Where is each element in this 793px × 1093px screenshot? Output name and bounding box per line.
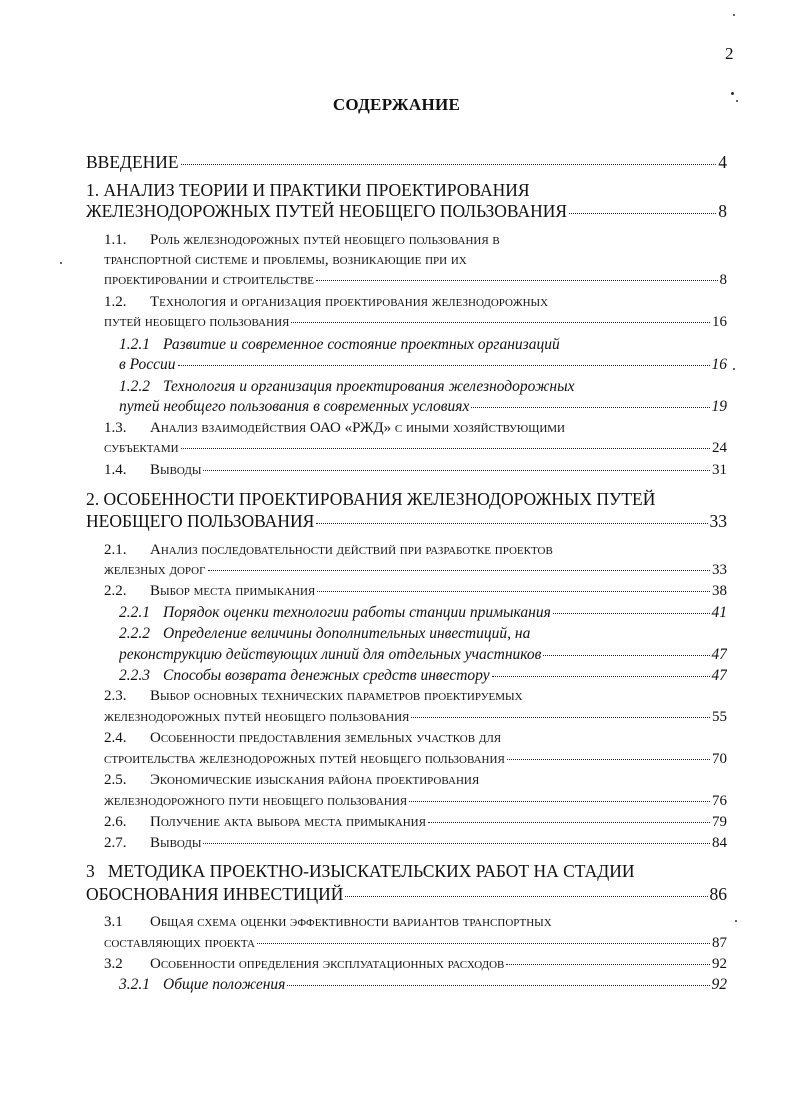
scan-speck xyxy=(731,92,734,95)
toc-section-1-1-line2[interactable]: транспортной системе и проблемы, возникающие при их xyxy=(104,252,467,268)
toc-entry-label: ОБОСНОВАНИЯ ИНВЕСТИЦИЙ xyxy=(86,884,344,904)
toc-page-number: 19 xyxy=(711,398,727,415)
scan-speck xyxy=(733,368,735,370)
dot-leader xyxy=(428,822,710,823)
toc-chapter-3-line1[interactable]: 3 МЕТОДИКА ПРОЕКТНО-ИЗЫСКАТЕЛЬСКИХ РАБОТ НА СТАДИИ xyxy=(86,861,635,881)
dot-leader xyxy=(471,407,709,408)
dot-leader xyxy=(316,280,717,281)
toc-section-2-5-line1[interactable]: 2.5. Экономические изыскания района проектирования xyxy=(104,772,480,788)
toc-section-2-5[interactable]: железнодорожного пути необщего пользования 76 xyxy=(104,793,727,809)
toc-subsection-1-2-1-line1[interactable]: 1.2.1 Развитие и современное состояние проектных организаций xyxy=(119,336,560,353)
toc-section-3-1[interactable]: составляющих проекта 87 xyxy=(104,935,727,951)
toc-page-number: 47 xyxy=(711,646,727,663)
toc-page-number: 47 xyxy=(711,667,727,684)
toc-section-2-3[interactable]: железнодорожных путей необщего пользования 55 xyxy=(104,709,727,725)
toc-page-number: 70 xyxy=(712,751,727,767)
toc-subsection-1-2-1[interactable]: в России 16 xyxy=(119,356,727,373)
dot-leader xyxy=(178,365,710,366)
toc-chapter-3[interactable] xyxy=(86,884,727,905)
dot-leader xyxy=(181,448,710,449)
toc-section-3-2[interactable]: 3.2 Особенности определения эксплуатационных расходов 92 xyxy=(104,956,727,972)
toc-page-number: 55 xyxy=(712,709,727,725)
toc-page-number: 16 xyxy=(711,356,727,373)
toc-section-2-7[interactable]: 2.7. Выводы 84 xyxy=(104,835,727,851)
toc-entry-label: НЕОБЩЕГО ПОЛЬЗОВАНИЯ xyxy=(86,511,315,531)
toc-page-number: 76 xyxy=(712,793,727,809)
toc-subsection-2-2-2[interactable]: реконструкцию действующих линий для отдельных участников 47 xyxy=(119,646,727,663)
toc-page-number: 92 xyxy=(712,956,727,972)
toc-section-2-4[interactable]: строительства железнодорожных путей необщего пользования 70 xyxy=(104,751,727,767)
toc-subsection-2-2-3[interactable]: 2.2.3 Способы возврата денежных средств инвестору 47 xyxy=(119,667,727,684)
dot-leader xyxy=(291,322,710,323)
toc-page-number: 87 xyxy=(712,935,727,951)
scan-speck xyxy=(736,100,738,102)
toc-chapter-2-line1[interactable]: 2. ОСОБЕННОСТИ ПРОЕКТИРОВАНИЯ ЖЕЛЕЗНОДОРОЖНЫХ ПУТЕЙ xyxy=(86,489,656,509)
dot-leader xyxy=(317,591,710,592)
toc-page-number: 92 xyxy=(711,976,727,993)
scan-speck xyxy=(733,14,735,16)
dot-leader xyxy=(208,570,711,571)
toc-page-number: 33 xyxy=(712,562,727,578)
toc-section-2-4-line1[interactable]: 2.4. Особенности предоставления земельных участков для xyxy=(104,730,502,746)
toc-page-number: 24 xyxy=(712,440,727,456)
scan-speck xyxy=(735,920,737,922)
dot-leader xyxy=(543,655,709,656)
toc-page-number: 41 xyxy=(711,604,727,621)
toc-chapter-1-line1[interactable]: 1. АНАЛИЗ ТЕОРИИ И ПРАКТИКИ ПРОЕКТИРОВАНИЯ xyxy=(86,180,530,200)
toc-section-1-4[interactable]: 1.4. Выводы 31 xyxy=(104,462,727,478)
toc-section-2-1[interactable]: железных дорог 33 xyxy=(104,562,727,578)
dot-leader xyxy=(345,896,707,897)
toc-chapter-1[interactable] xyxy=(86,201,727,222)
toc-chapter-2[interactable] xyxy=(86,511,727,532)
toc-page-number: 8 xyxy=(718,201,727,221)
toc-section-2-3-line1[interactable]: 2.3. Выбор основных технических параметров проектируемых xyxy=(104,688,523,704)
page-title: СОДЕРЖАНИЕ xyxy=(332,95,461,114)
toc-page-number: 86 xyxy=(709,884,727,904)
toc-section-1-2-line1[interactable]: 1.2. Технология и организация проектирования железнодорожных xyxy=(104,294,549,310)
dot-leader xyxy=(411,717,710,718)
toc-entry-label: ЖЕЛЕЗНОДОРОЖНЫХ ПУТЕЙ НЕОБЩЕГО ПОЛЬЗОВАНИЯ xyxy=(86,201,568,221)
toc-section-2-1-line1[interactable]: 2.1. Анализ последовательности действий при разработке проектов xyxy=(104,542,553,558)
toc-page-number: 79 xyxy=(712,814,727,830)
toc-page-number: 16 xyxy=(712,314,727,330)
toc-page-number: 8 xyxy=(719,272,727,288)
toc-section-1-2[interactable]: путей необщего пользования 16 xyxy=(104,314,727,330)
dot-leader xyxy=(507,759,710,760)
toc-page-number: 33 xyxy=(709,511,727,531)
toc-page-number: 4 xyxy=(718,152,727,172)
dot-leader xyxy=(287,985,709,986)
toc-page-number: 31 xyxy=(712,462,727,478)
dot-leader xyxy=(316,523,707,524)
toc-subsection-2-2-1[interactable]: 2.2.1 Порядок оценки технологии работы станции примыкания 41 xyxy=(119,604,727,621)
toc-subsection-3-2-1[interactable]: 3.2.1 Общие положения 92 xyxy=(119,976,727,993)
toc-page-number: 84 xyxy=(712,835,727,851)
toc-section-3-1-line1[interactable]: 3.1 Общая схема оценки эффективности вариантов транспортных xyxy=(104,914,552,930)
dot-leader xyxy=(553,613,710,614)
toc-subsection-1-2-2[interactable]: путей необщего пользования в современных условиях 19 xyxy=(119,398,727,415)
page-number: 2 xyxy=(725,44,734,63)
dot-leader xyxy=(569,213,716,214)
toc-section-1-3[interactable]: субъектами 24 xyxy=(104,440,727,456)
toc-section-1-1-line1[interactable]: 1.1. Роль железнодорожных путей необщего пользования в xyxy=(104,232,500,248)
toc-section-1-1[interactable]: проектировании и строительстве 8 xyxy=(104,272,727,288)
dot-leader xyxy=(506,964,710,965)
toc-page-number: 38 xyxy=(712,583,727,599)
dot-leader xyxy=(492,676,710,677)
dot-leader xyxy=(203,470,710,471)
toc-subsection-1-2-2-line1[interactable]: 1.2.2 Технология и организация проектирования железнодорожных xyxy=(119,378,575,395)
dot-leader xyxy=(409,801,710,802)
toc-section-2-2[interactable]: 2.2. Выбор места примыкания 38 xyxy=(104,583,727,599)
toc-entry-intro[interactable] xyxy=(86,152,727,173)
dot-leader xyxy=(181,164,717,165)
dot-leader xyxy=(257,943,710,944)
dot-leader xyxy=(203,843,710,844)
toc-section-1-3-line1[interactable]: 1.3. Анализ взаимодействия ОАО «РЖД» с иными хозяйствующими xyxy=(104,420,565,436)
toc-section-2-6[interactable]: 2.6. Получение акта выбора места примыкания 79 xyxy=(104,814,727,830)
scan-speck xyxy=(60,262,62,264)
toc-subsection-2-2-2-line1[interactable]: 2.2.2 Определение величины дополнительных инвестиций, на xyxy=(119,625,531,642)
toc-entry-label: ВВЕДЕНИЕ xyxy=(86,152,179,172)
